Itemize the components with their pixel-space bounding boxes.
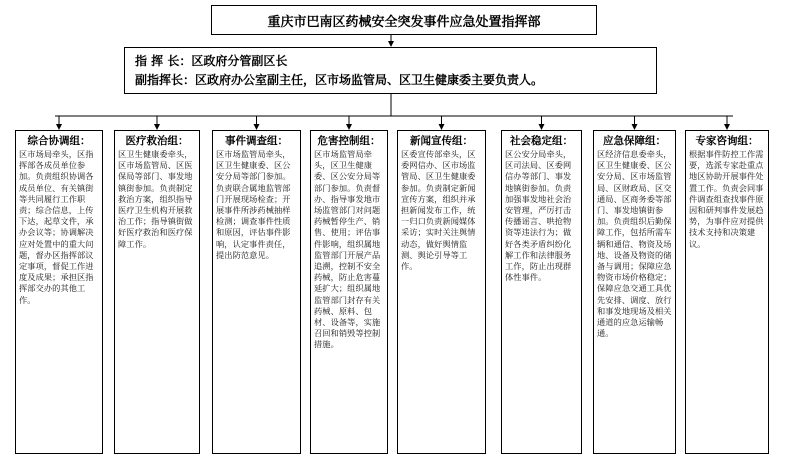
group-title: 医疗救治组：	[125, 135, 189, 147]
group-box	[114, 130, 200, 454]
deputy-row	[135, 71, 656, 90]
group-title: 应急保障组：	[603, 135, 666, 147]
group-description: 区经济信息委牵头，区卫生健康委、区公安分局、区市场监管局、区财政局、区交通局、区商务委等部门、事发地镇街参加。负责组织后勤保障工作，包括所需车辆和通信、物资及场地、设备及物资的储备与调用；保障应急物资市场价格稳定；保障应急交通工具优先安排、调度、放行和事发地现场及相关通道的应急运输畅通。	[597, 149, 672, 339]
group-title: 专家咨询组：	[695, 135, 759, 147]
deputy-value: 区政府办公室副主任，区市场监管局、区卫生健康委主要负责人。	[195, 73, 544, 87]
group-box	[15, 130, 103, 454]
group-title: 社会稳定组：	[510, 135, 573, 147]
group-description: 区委宣传部牵头，区委网信办、区市场监管局、区卫生健康委参加。负责制定新闻宣传方案，组织并承担新闻发布工作，统一归口负责新闻媒体采访；实时关注舆情动态，做好舆情监测、舆论引导等工作。	[401, 149, 476, 272]
deputy-label: 副指挥长：	[135, 73, 196, 87]
command-box	[124, 47, 657, 94]
group-box	[212, 130, 301, 454]
group-description: 区市场局牵头，区指挥部各成员单位参加。负责组织协调各成员单位、有关镇街等共同履行工作职责；综合信息，上传下达，起草文件，承办会议等；协调解决应对处置中的重大问题，督办区指挥部议定事项，督促工作进度及成果；承担区指挥部交办的其他工作。	[19, 149, 94, 305]
commander-row	[135, 52, 656, 71]
group-title: 危害控制组：	[317, 135, 381, 147]
headquarters-title	[211, 5, 597, 35]
group-title: 综合协调组：	[27, 135, 91, 147]
group-description: 区市场监管局牵头，区卫生健康委、区公安分局等部门参加。负责督办、指导事发地市场监管部门对问题药械暂停生产、销售、使用；评估事件影响，组织属地监管部门开展产品追溯，控制不安全药械，防止危害蔓延扩大；组织属地监管部门封存有关药械、原料、包材、设备等，实施召回和销毁等控制措施。	[314, 149, 381, 350]
group-title: 新闻宣传组：	[410, 135, 473, 147]
commander-value: 区政府分管副区长	[191, 54, 288, 68]
group-description: 根据事件防控工作需要，选派专家赴重点地区协助开展事件处置工作。负责会同事件调查组查找事件原因和研判事件发展趋势，为事件应对提供技术支持和决策建议。	[689, 149, 764, 249]
group-description: 区公安分局牵头，区司法局、区委网信办等部门、事发地镇街参加。负责加强事发地社会治安管理，严厉打击传播谣言、哄抢物资等违法行为；做好各类矛盾纠纷化解工作和法律服务工作，防止出现群体性事件。	[505, 149, 572, 283]
group-connectors	[59, 116, 727, 129]
headquarters-title-text: 重庆市巴南区药械安全突发事件应急处置指挥部	[267, 14, 541, 30]
group-box	[685, 130, 769, 454]
group-box	[501, 130, 582, 454]
group-box	[593, 130, 676, 454]
group-box	[310, 130, 388, 454]
commander-label: 指 挥 长：	[135, 54, 192, 68]
group-description: 区卫生健康委牵头，区市场监管局、区医保局等部门、事发地镇街参加。负责制定救治方案，组织指导医疗卫生机构开展救治工作；指导镇街做好医疗救治和医疗保障工作。	[118, 149, 193, 249]
group-box	[397, 130, 486, 454]
group-description: 区市场监管局牵头，区卫生健康委、区公安分局等部门参加。负责联合属地监管部门开展现场检查；开展事件所涉药械抽样检测；调查事件性质和原因，评估事件影响，认定事件责任，提出防范意见。	[216, 149, 291, 260]
group-title: 事件调查组：	[225, 135, 288, 147]
